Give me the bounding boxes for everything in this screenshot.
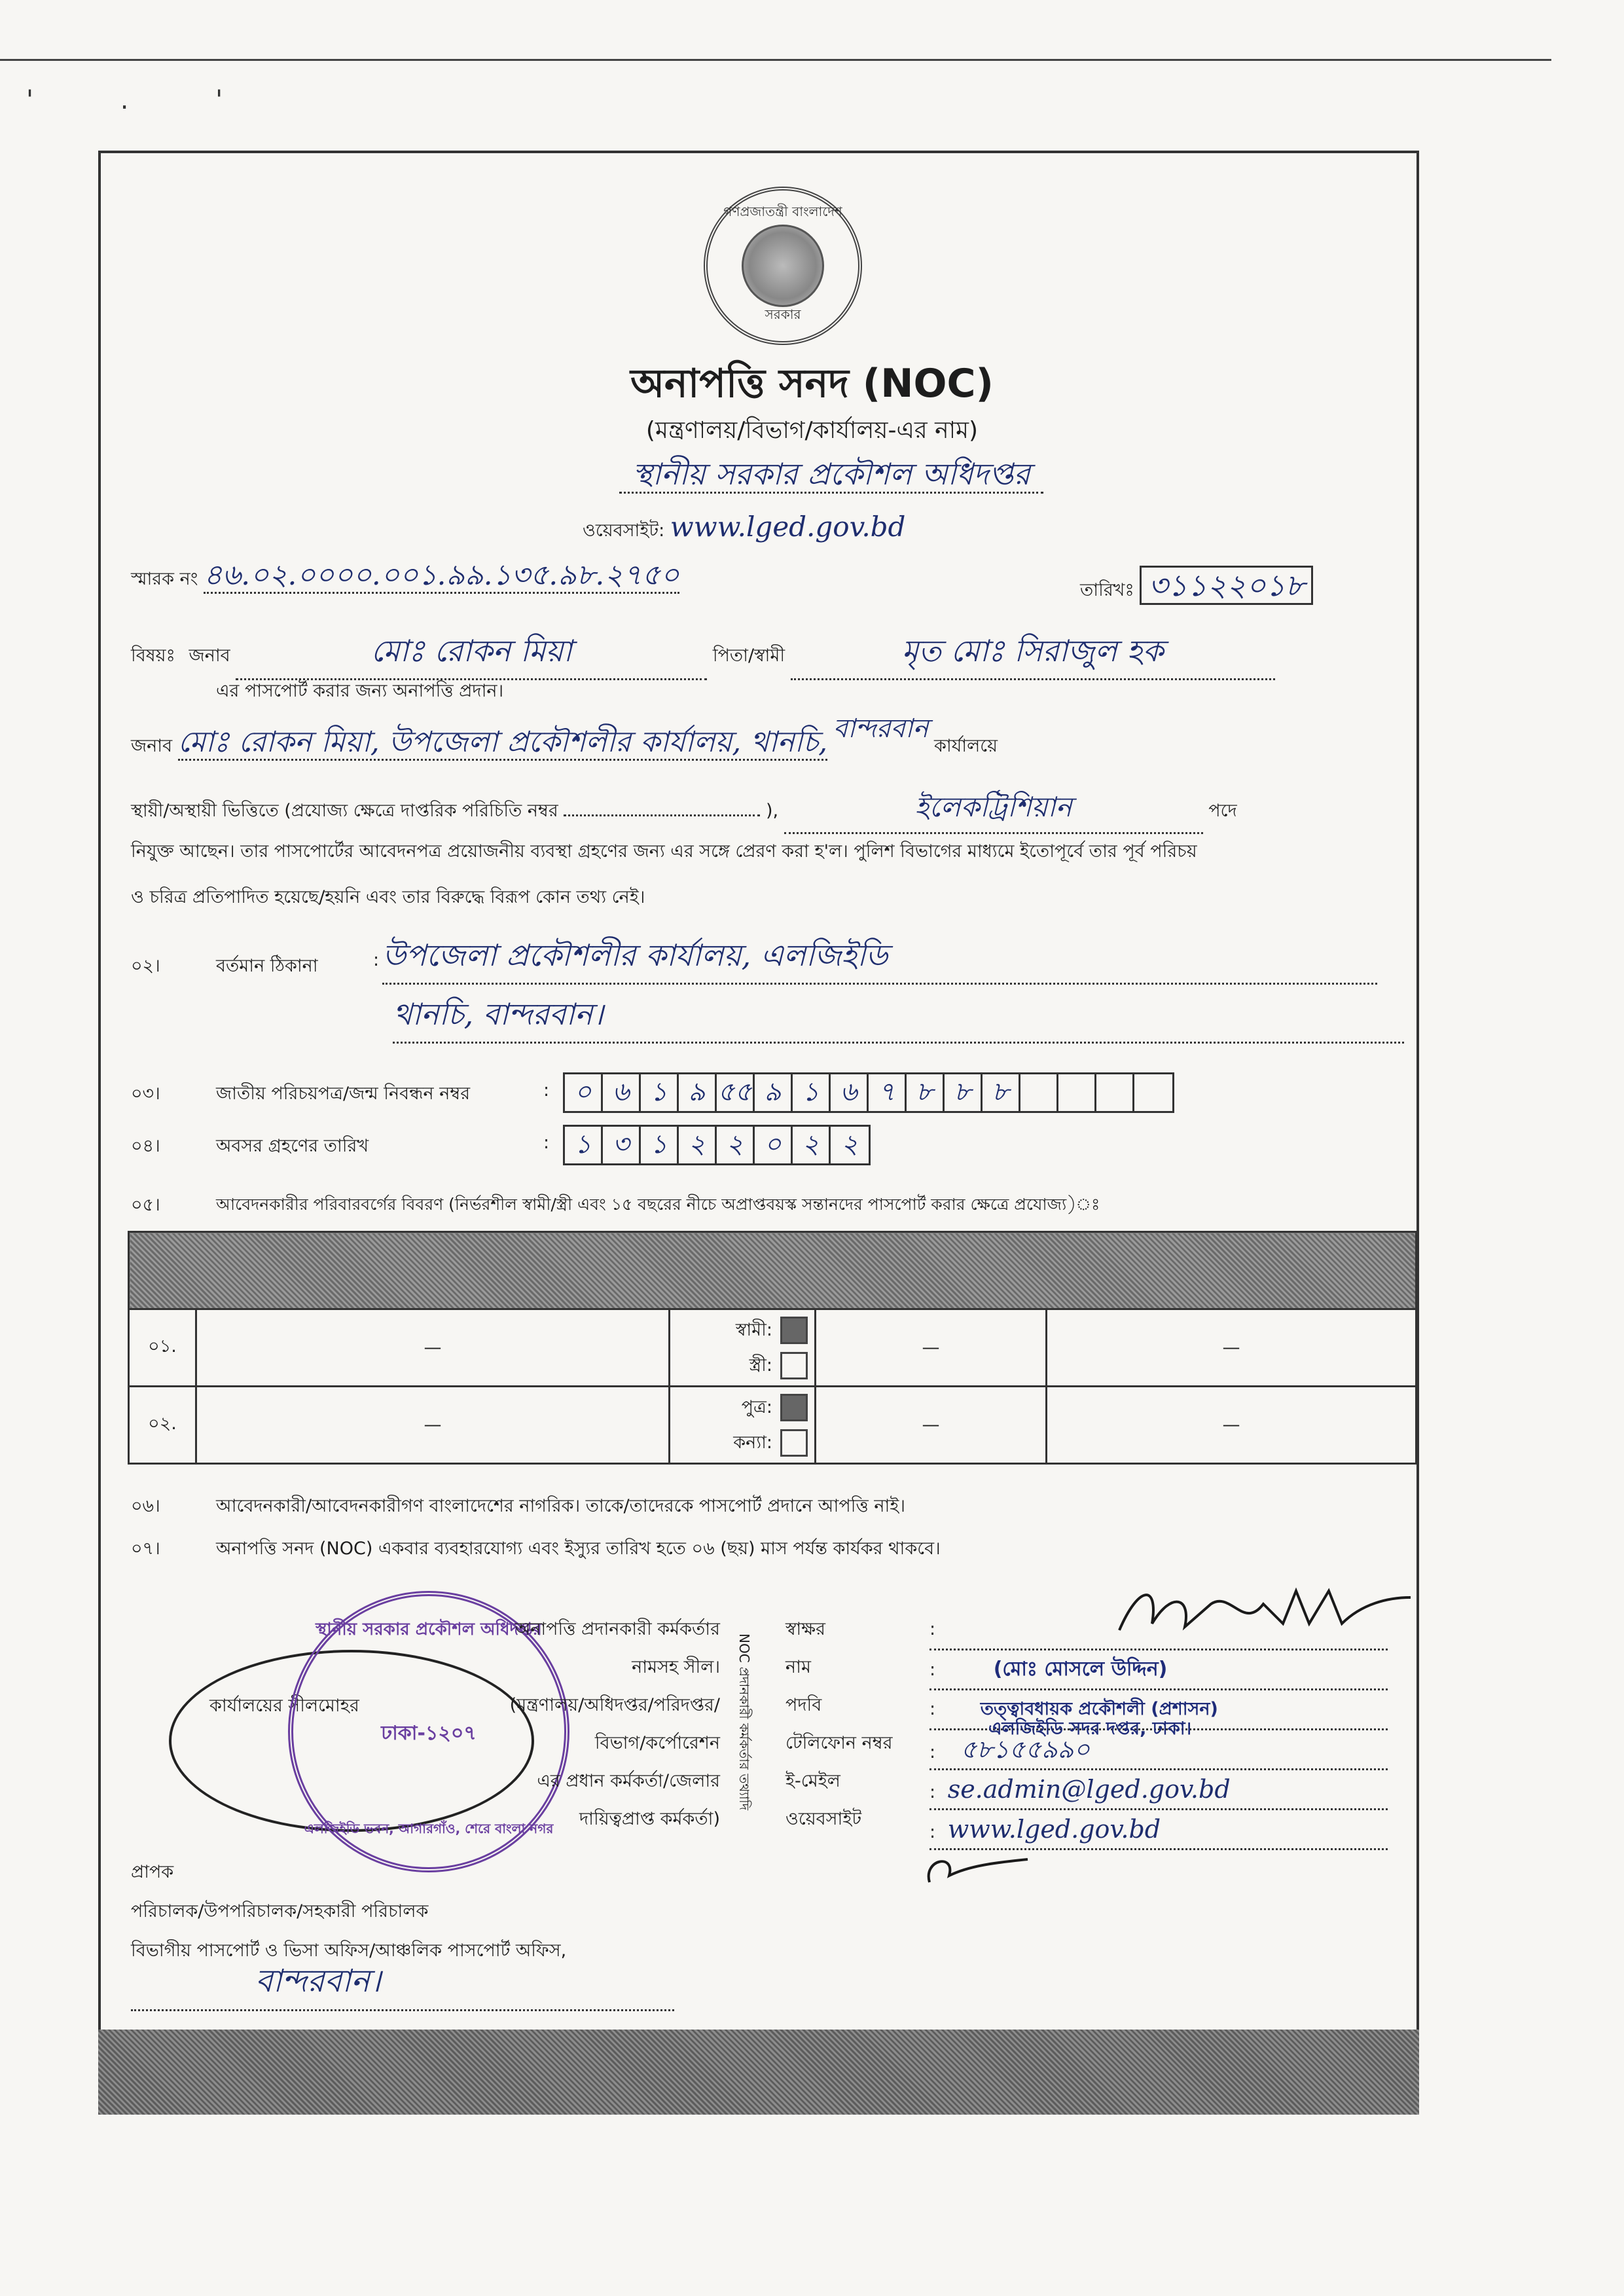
permanent-text: স্থায়ী/অস্থায়ী ভিত্তিতে (প্রযোজ্য ক্ষেত্রে দাপ্তরিক পরিচিতি নম্বর — [131, 801, 558, 821]
nid-digit-box — [563, 1072, 1174, 1113]
date-row — [1080, 563, 1313, 613]
signer-labels — [785, 1611, 893, 1838]
body-line1 — [131, 714, 1407, 768]
signature-icon — [1113, 1578, 1414, 1650]
row-number: ০২. — [129, 1387, 196, 1464]
retire-digit-cell: ০ — [755, 1127, 793, 1163]
body-line2 — [131, 786, 1407, 834]
nid-digit-cell: ৭ — [869, 1074, 907, 1111]
family-name-cell: — — [196, 1309, 670, 1387]
signer-name: (মোঃ মোসলে উদ্দিন) — [993, 1658, 1168, 1681]
relation-option-2: স্ত্রী: — [749, 1355, 772, 1376]
relation-checkbox-1[interactable] — [780, 1394, 808, 1421]
stamp-center: ঢাকা-১২০৭ — [381, 1722, 477, 1745]
nid-digit-cell — [1058, 1074, 1096, 1111]
father-name: মৃত মোঃ সিরাজুল হক — [791, 629, 1275, 680]
date-label: তারিখঃ — [1080, 580, 1134, 600]
body-paragraph: নিযুক্ত আছেন। তার পাসপোর্টের আবেদনপত্র প্রয়োজনীয় ব্যবস্থা গ্রহণের জন্য এর সঙ্গে প্রেরণ করা হ'ল। পুলিশ বিভাগের মাধ্যমে ইতোপূর্বে তার পূর্ব পরিচয় — [131, 841, 1197, 862]
retire-digit-cell: ২ — [840, 1129, 858, 1159]
signature-field: : — [929, 1611, 1388, 1650]
issuer-line-4: বিভাগ/কর্পোরেশন — [594, 1733, 720, 1753]
relation-checkbox-2[interactable] — [780, 1352, 808, 1379]
signer-email: se.admin@lged.gov.bd — [947, 1775, 1231, 1804]
nid-digit-cell: ৬ — [603, 1074, 641, 1111]
scan-marks: ' . ' — [26, 85, 262, 115]
email-label: ই-মেইল — [785, 1771, 840, 1791]
table-row — [129, 1309, 1416, 1387]
nid-digit-cell: ৬ — [831, 1074, 869, 1111]
nid-colon: : — [543, 1080, 550, 1101]
validity-text: অনাপত্তি সনদ (NOC) একবার ব্যবহারযোগ্য এবং ইস্যুর তারিখ হতে ০৬ (ছয়) মাস পর্যন্ত কার্যকর থাকবে। — [216, 1539, 941, 1559]
item-4-number: ০৪। — [131, 1136, 160, 1156]
nid-digit-cell — [1134, 1074, 1172, 1111]
nid-digit-cell: ০ — [565, 1074, 603, 1111]
item-3-number: ০৩। — [131, 1084, 160, 1104]
nid-digit-cell: ৮ — [907, 1074, 945, 1111]
family-label: আবেদনকারীর পরিবারবর্গের বিবরণ (নির্ভরশীল স্বামী/স্ত্রী এবং ১৫ বছরের নীচে অপ্রাপ্তবয়স্ক সন্তানদের পাসপোর্ট করার ক্ষেত্রে প্রযোজ্য)ঃ — [216, 1195, 1100, 1214]
office-suffix: কার্যালয়ে — [934, 736, 998, 756]
office-name-line — [537, 452, 1126, 501]
website-value: www.lged.gov.bd — [670, 511, 906, 543]
post-label: পদবি — [785, 1695, 822, 1715]
retire-digit-box — [563, 1125, 871, 1165]
person-office: মোঃ রোকন মিয়া, উপজেলা প্রকৌশলীর কার্যালয়, থানচি, — [178, 725, 827, 761]
seal-emblem-icon — [742, 225, 824, 307]
phone-label: টেলিফোন নম্বর — [785, 1733, 893, 1753]
nid-digit-cell: ৯ — [755, 1074, 793, 1111]
office-seal-label: কার্যালয়ের সীলমোহর — [209, 1696, 359, 1716]
recipient-place-row — [131, 1958, 681, 2011]
website-label: ওয়েবসাইট: — [583, 520, 665, 541]
vertical-note: NOC প্রদানকারী কর্মকর্তার তথ্যাদি — [736, 1633, 752, 1811]
closing-paren: ), — [765, 801, 779, 821]
address-line-2: থানচি, বান্দরবান। — [393, 992, 1404, 1044]
sign-label: স্বাক্ষর — [785, 1619, 825, 1639]
issuer-description — [406, 1611, 720, 1838]
seal-top-text: গণপ্রজাতন্ত্রী বাংলাদেশ — [723, 204, 842, 219]
post-suffix: পদে — [1208, 801, 1237, 821]
name-label: নাম — [785, 1657, 811, 1677]
item-5-number: ০৫। — [131, 1195, 160, 1215]
relation-option-1: পুত্র: — [741, 1396, 772, 1417]
family-col3-cell: — — [816, 1387, 1047, 1464]
father-label: পিতা/স্বামী — [712, 646, 785, 666]
retire-digit-cell: ২ — [717, 1127, 755, 1163]
signer-web: www.lged.gov.bd — [947, 1815, 1161, 1844]
office-name: স্থানীয় সরকার প্রকৌশল অধিদপ্তর — [619, 456, 1043, 494]
official-id-blank — [564, 814, 760, 816]
address-field-2 — [393, 992, 1407, 1044]
retire-colon: : — [543, 1133, 550, 1153]
body-mr-label: জনাব — [131, 736, 173, 756]
applicant-name: মোঃ রোকন মিয়া — [236, 629, 707, 680]
post-field: : তত্ত্বাবধায়ক প্রকৌশলী (প্রশাসন) এলজিইডি সদর দপ্তর, ঢাকা। — [929, 1690, 1388, 1730]
body-paragraph-2: ও চরিত্র প্রতিপাদিত হয়েছে/হয়নি এবং তার বিরুদ্ধে বিরূপ কোন তথ্য নেই। — [131, 887, 645, 907]
issuer-line-3: (মন্ত্রণালয়/অধিদপ্তর/পরিদপ্তর/ — [509, 1695, 720, 1715]
address-label: বর্তমান ঠিকানা — [216, 956, 318, 976]
retire-digit-cell: ২ — [793, 1127, 831, 1163]
web-field: : www.lged.gov.bd — [929, 1810, 1388, 1850]
retire-digit-cell: ১ — [565, 1127, 603, 1163]
date-value: ৩১১২২০১৮ — [1140, 566, 1313, 605]
table-row — [129, 1387, 1416, 1464]
seal-bottom-text: সরকার — [765, 306, 801, 322]
retire-digit-cell: ৩ — [603, 1127, 641, 1163]
retire-digit-cell: ১ — [641, 1127, 679, 1163]
memo-value: ৪৬.০২.০০০০.০০১.৯৯.১৩৫.৯৮.২৭৫০ — [204, 558, 679, 594]
stamp-text: স্থানীয় সরকার প্রকৌশল অধিদপ্তর — [316, 1620, 542, 1639]
bottom-shaded-band — [98, 2030, 1419, 2115]
website-row — [583, 511, 905, 547]
relation-checkbox-1[interactable] — [780, 1317, 808, 1344]
name-field: : (মোঃ মোসলে উদ্দিন) — [929, 1650, 1388, 1690]
district-value: বান্দরবান — [833, 714, 929, 744]
document-subtitle: (মন্ত্রণালয়/বিভাগ/কার্যালয়-এর নাম) — [645, 417, 979, 444]
nid-digit-cell: ১ — [793, 1074, 831, 1111]
nid-digit-cell: ৯ — [679, 1074, 717, 1111]
address-line-1: উপজেলা প্রকৌশলীর কার্যালয়, এলজিইডি — [382, 933, 1377, 985]
nid-digit-cell — [1096, 1074, 1134, 1111]
government-seal — [704, 187, 862, 345]
issuer-line-2: নামসহ সীল। — [632, 1657, 720, 1677]
nid-digit-cell: ৮ — [983, 1074, 1020, 1111]
document-title: অনাপত্তি সনদ (NOC) — [630, 361, 994, 407]
recipient-line-1: পরিচালক/উপপরিচালক/সহকারী পরিচালক — [131, 1901, 429, 1922]
subject-row — [131, 629, 1407, 680]
retire-digit-cell: ২ — [679, 1127, 717, 1163]
relation-option-1: স্বামী: — [735, 1319, 772, 1340]
recipient-block — [131, 1853, 566, 1971]
designation-value: ইলেকট্রিশিয়ান — [784, 786, 1203, 834]
retire-label: অবসর গ্রহণের তারিখ — [216, 1136, 369, 1156]
relation-checkbox-2[interactable] — [780, 1429, 808, 1457]
top-border-line — [0, 59, 1551, 61]
nid-digit-cell: ৫৫ — [717, 1074, 755, 1111]
subject-line2: এর পাসপোর্ট করার জন্য অনাপত্তি প্রদান। — [216, 681, 504, 701]
family-col4-cell: — — [1047, 1387, 1416, 1464]
address-field: : উপজেলা প্রকৌশলীর কার্যালয়, এলজিইডি — [373, 933, 1407, 985]
family-name-cell: — — [196, 1387, 670, 1464]
web-label: ওয়েবসাইট — [785, 1809, 862, 1829]
row-number: ০১. — [129, 1309, 196, 1387]
nid-digit-cell: ৮ — [945, 1074, 983, 1111]
item-2-number: ০২। — [131, 956, 160, 976]
recipient-line-2: বিভাগীয় পাসপোর্ট ও ভিসা অফিস/আঞ্চলিক পাসপোর্ট অফিস, — [131, 1941, 567, 1961]
issuer-line-6: দায়িত্বপ্রাপ্ত কর্মকর্তা) — [579, 1809, 720, 1829]
signer-values — [929, 1611, 1388, 1850]
citizen-text: আবেদনকারী/আবেদনকারীগণ বাংলাদেশের নাগরিক। তাকে/তাদেরকে পাসপোর্ট প্রদানে আপত্তি নাই। — [216, 1496, 906, 1516]
recipient-label: প্রাপক — [131, 1862, 174, 1882]
nid-label: জাতীয় পরিচয়পত্র/জন্ম নিবন্ধন নম্বর — [216, 1084, 471, 1104]
signer-post-2: এলজিইডি সদর দপ্তর, ঢাকা। — [988, 1719, 1192, 1739]
memo-label: স্মারক নং — [131, 569, 198, 589]
subject-mr-label: জনাব — [189, 646, 230, 666]
family-table-header — [129, 1232, 1416, 1309]
relation-cell — [670, 1387, 816, 1464]
family-col4-cell: — — [1047, 1309, 1416, 1387]
memo-row — [131, 553, 969, 601]
item-6-number: ০৬। — [131, 1496, 160, 1516]
phone-field: : ৫৮১৫৫৯৯০ — [929, 1730, 1388, 1770]
nid-digit-cell: ১ — [641, 1074, 679, 1111]
family-table-header-cell — [129, 1232, 1416, 1309]
signer-post-1: তত্ত্বাবধায়ক প্রকৌশলী (প্রশাসন) — [980, 1699, 1218, 1719]
stamp-bottom: এলজিইডি ভবন, আগারগাঁও, শেরে বাংলা নগর — [304, 1821, 554, 1836]
issuer-line-5: এর প্রধান কর্মকর্তা/জেলার — [537, 1771, 720, 1791]
relation-cell — [670, 1309, 816, 1387]
subject-label: বিষয়ঃ — [131, 646, 175, 666]
item-7-number: ০৭। — [131, 1539, 160, 1559]
initial-signature-icon — [916, 1846, 1034, 1892]
recipient-place: বান্দরবান। — [131, 1958, 674, 2011]
nid-digit-cell — [1020, 1074, 1058, 1111]
relation-option-2: কন্যা: — [733, 1432, 772, 1453]
signer-phone: ৫৮১৫৫৯৯০ — [960, 1735, 1091, 1764]
family-col3-cell: — — [816, 1309, 1047, 1387]
issuer-line-1: অনাপত্তি প্রদানকারী কর্মকর্তার — [514, 1619, 720, 1639]
email-field: : se.admin@lged.gov.bd — [929, 1770, 1388, 1810]
family-table — [128, 1231, 1417, 1465]
